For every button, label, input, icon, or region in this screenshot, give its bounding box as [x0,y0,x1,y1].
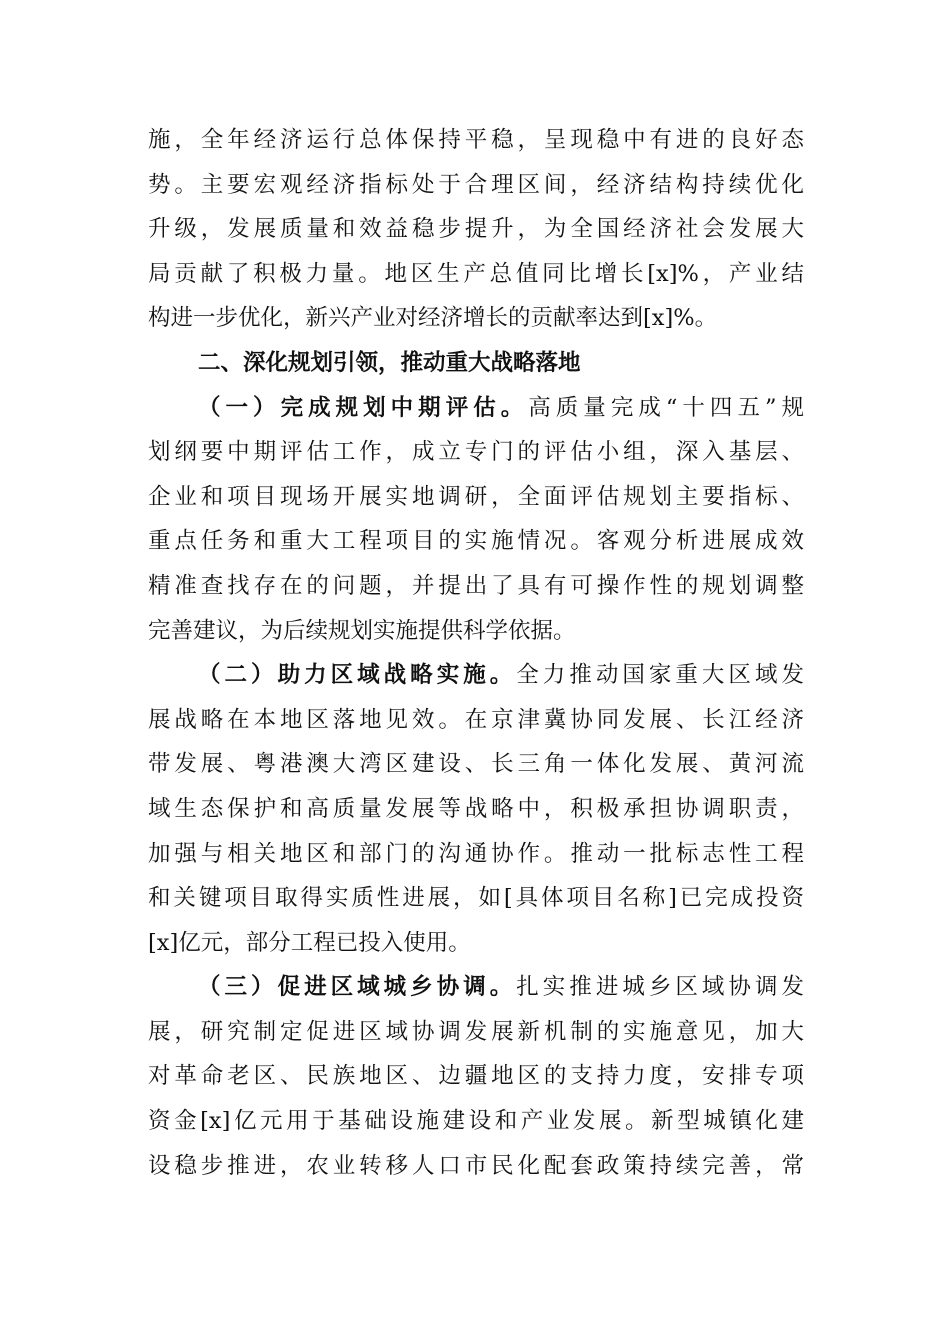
line-text: 施，全年经济运行总体保持平稳，呈现稳中有进的良好态 [148,127,804,153]
paragraph-line [148,965,804,1010]
paragraph-line [148,118,804,163]
line-text: 和关键项目取得实质性进展，如[具体项目名称]已完成投资 [148,885,804,912]
paragraph-line [148,564,804,609]
paragraph-line [148,475,804,520]
line-text: 企业和项目现场开展实地调研，全面评估规划主要指标、 [148,483,804,510]
line-text: 展战略在本地区落地见效。在京津冀协同发展、长江经济 [148,706,804,733]
document-body [148,118,804,1188]
paragraph-line [148,921,804,966]
paragraph-line [148,430,804,475]
line-text: 域生态保护和高质量发展等战略中，积极承担协调职责， [148,795,804,822]
paragraph-line [148,207,804,252]
paragraph-line [148,1010,804,1055]
line-text: 加强与相关地区和部门的沟通协作。推动一批标志性工程 [148,840,804,867]
line-text: 设稳步推进，农业转移人口市民化配套政策持续完善，常 [148,1152,804,1179]
line-text: 高质量完成“十四五”规 [528,394,804,421]
paragraph-line [148,1144,804,1189]
line-text: 升级，发展质量和效益稳步提升，为全国经济社会发展大 [148,216,804,243]
line-text: 划纲要中期评估工作，成立专门的评估小组，深入基层、 [148,439,804,466]
paragraph-line [148,609,804,654]
line-text: 全力推动国家重大区域发 [516,662,804,689]
subsection-title: （二）助力区域战略实施。 [198,662,517,689]
line-text: 资金[x]亿元用于基础设施建设和产业发展。新型城镇化建 [148,1108,804,1135]
paragraph-line [148,698,804,743]
paragraph-line [148,653,804,698]
line-text: 对革命老区、民族地区、边疆地区的支持力度，安排专项 [148,1063,804,1090]
paragraph-line [148,1099,804,1144]
paragraph-line [148,742,804,787]
subsection-title: （三）促进区域城乡协调。 [198,974,517,1001]
paragraph-line [148,876,804,921]
paragraph-line [148,296,804,341]
line-text: 精准查找存在的问题，并提出了具有可操作性的规划调整 [148,572,804,599]
paragraph-line [148,832,804,877]
subsection-title: （一）完成规划中期评估。 [198,394,529,421]
paragraph-line [148,386,804,431]
paragraph-line [148,1054,804,1099]
line-text: 重点任务和重大工程项目的实施情况。客观分析进展成效 [148,528,804,555]
section-heading [148,341,804,386]
line-text: 完善建议，为后续规划实施提供科学依据。 [148,617,576,644]
paragraph-line [148,519,804,564]
line-text: [x]亿元，部分工程已投入使用。 [148,929,471,956]
line-text: 二、深化规划引领，推动重大战略落地 [198,349,581,376]
line-text: 展，研究制定促进区域协调发展新机制的实施意见，加大 [148,1018,804,1045]
line-text: 势。主要宏观经济指标处于合理区间，经济结构持续优化 [148,171,804,198]
line-text: 构进一步优化，新兴产业对经济增长的贡献率达到[x]%。 [148,305,718,332]
line-text: 扎实推进城乡区域协调发 [516,974,804,1001]
paragraph-line [148,252,804,297]
paragraph-line [148,163,804,208]
paragraph-line [148,787,804,832]
line-text: 局贡献了积极力量。地区生产总值同比增长[x]%，产业结 [148,260,804,287]
line-text: 带发展、粤港澳大湾区建设、长三角一体化发展、黄河流 [148,751,804,778]
